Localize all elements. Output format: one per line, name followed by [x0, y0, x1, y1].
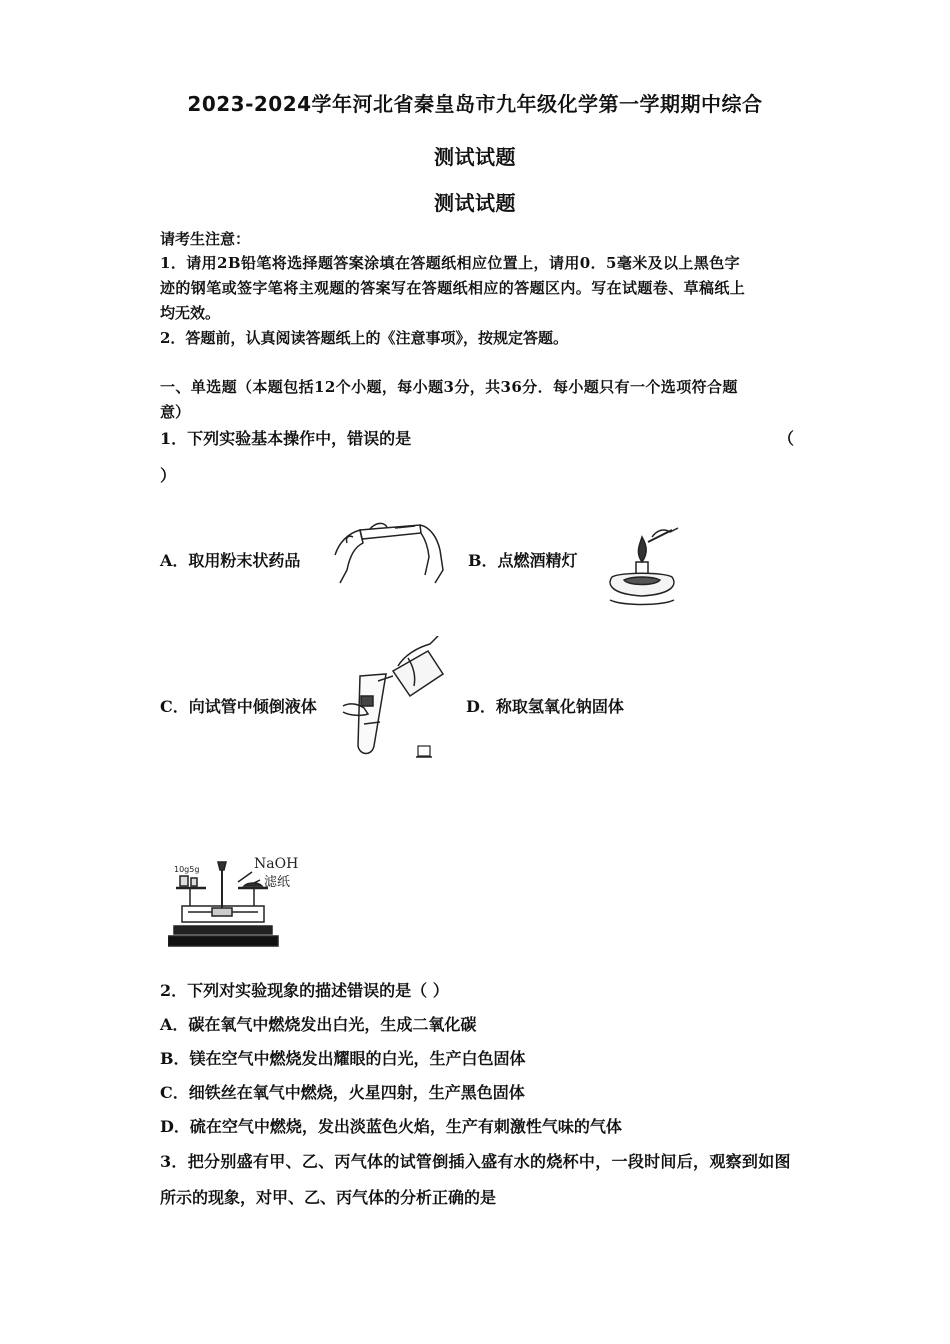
- notice-line-4: 2．答题前，认真阅读答题纸上的《注意事项》，按规定答题。: [160, 329, 568, 347]
- question-1-paren-open: （: [778, 429, 795, 448]
- notice-heading: 请考生注意：: [160, 230, 251, 248]
- question-3-stem: 3．把分别盛有甲、乙、丙气体的试管倒插入盛有水的烧杯中，一段时间后，观察到如图: [160, 1152, 791, 1171]
- question-1-option-b: B．点燃酒精灯: [468, 551, 578, 570]
- question-1-option-d: D．称取氢氧化钠固体: [466, 697, 624, 716]
- question-3-stem-cont: 所示的现象，对甲、乙、丙气体的分析正确的是: [160, 1188, 497, 1207]
- question-2-option-a: A．碳在氧气中燃烧发出白光，生成二氧化碳: [160, 1015, 477, 1034]
- question-2-option-d: D．硫在空气中燃烧，发出淡蓝色火焰，生产有刺激性气味的气体: [160, 1117, 622, 1136]
- notice-line-2: 迹的钢笔或签字笔将主观题的答案写在答题纸相应的答题区内。写在试题卷、草稿纸上: [160, 279, 746, 297]
- question-1-stem: 1．下列实验基本操作中，错误的是: [160, 429, 412, 448]
- figure-powder-sampling: [325, 515, 450, 585]
- section-heading-cont: 意）: [160, 403, 191, 421]
- filter-paper-label: 滤纸: [264, 875, 291, 890]
- naoh-label: NaOH: [254, 856, 299, 872]
- weights-label: 10g5g: [174, 865, 200, 874]
- question-2-option-b: B．镁在空气中燃烧发出耀眼的白光，生产白色固体: [160, 1049, 526, 1068]
- question-1-paren-close: ）: [160, 466, 177, 485]
- question-1-option-c: C．向试管中倾倒液体: [160, 697, 317, 716]
- figure-pouring-liquid: [338, 636, 450, 766]
- figure-alcohol-lamp: [602, 522, 682, 607]
- question-2-stem: 2．下列对实验现象的描述错误的是（ ）: [160, 981, 449, 1000]
- section-heading: 一、单选题（本题包括12个小题，每小题3分，共36分．每小题只有一个选项符合题: [160, 378, 738, 396]
- notice-line-1: 1．请用2B铅笔将选择题答案涂填在答题纸相应位置上，请用0．5毫米及以上黑色字: [160, 254, 741, 272]
- page-title: 2023-2024学年河北省秦皇岛市九年级化学第一学期期中综合: [187, 92, 763, 116]
- figure-balance-naoh: [168, 850, 328, 950]
- notice-line-3: 均无效。: [160, 304, 221, 322]
- question-1-option-a: A．取用粉末状药品: [160, 551, 301, 570]
- page-subtitle-repeat: 测试试题: [434, 191, 516, 215]
- page-subtitle: 测试试题: [434, 145, 516, 169]
- question-2-option-c: C．细铁丝在氧气中燃烧，火星四射，生产黑色固体: [160, 1083, 525, 1102]
